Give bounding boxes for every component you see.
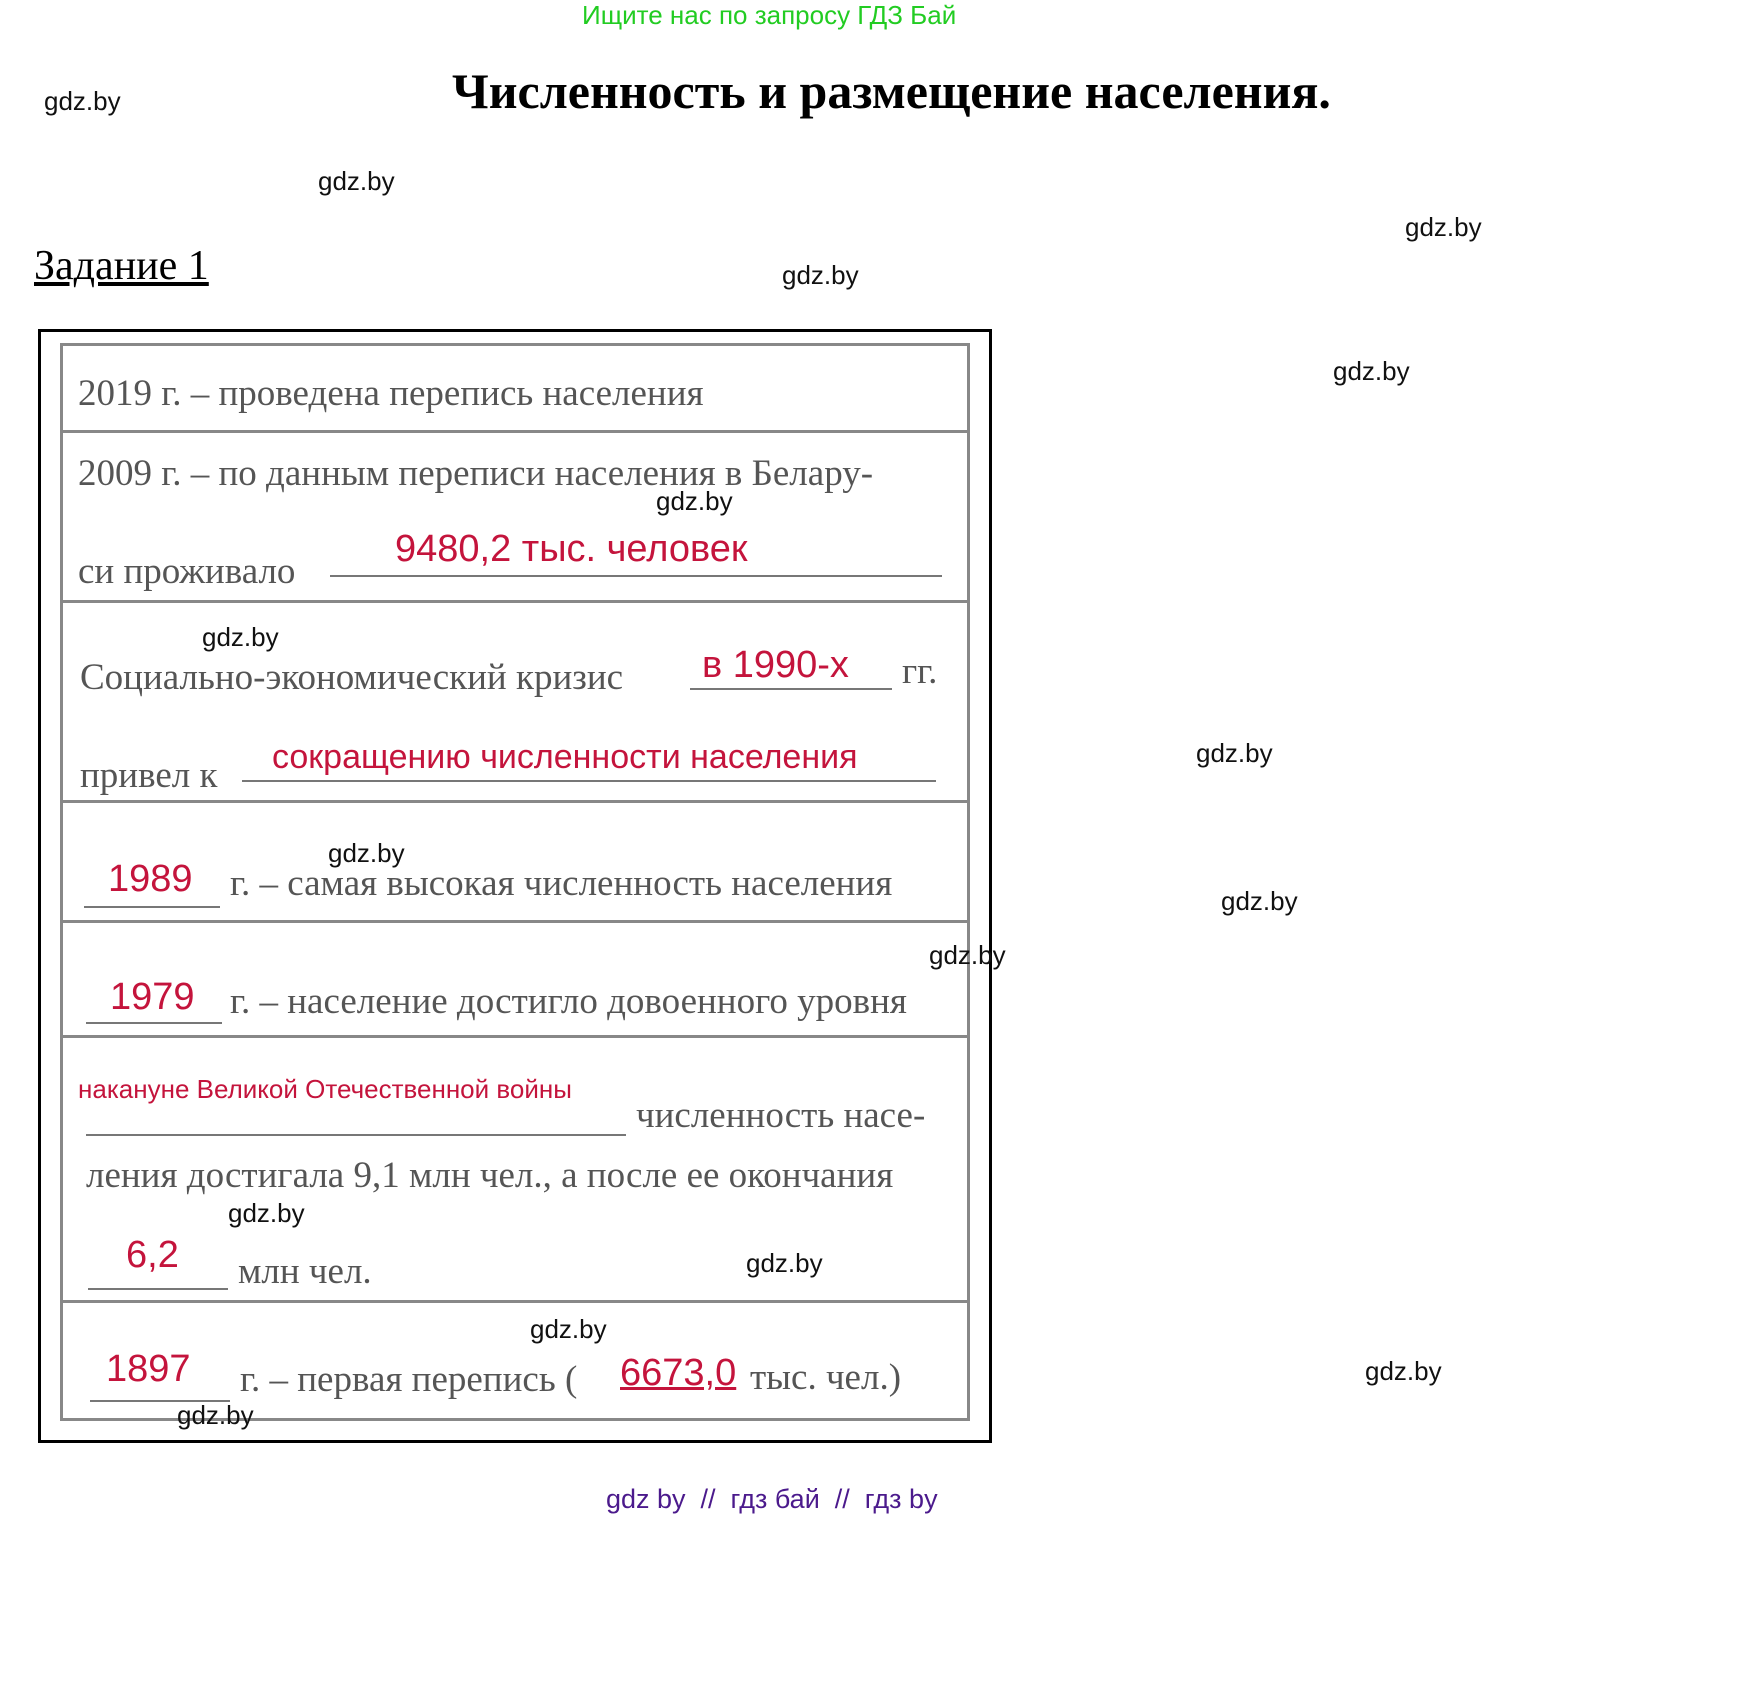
- watermark: gdz.by: [1333, 356, 1410, 386]
- text: 2009 г. – по данным переписи населения в Белару-: [78, 453, 874, 494]
- watermark: gdz.by: [929, 940, 1006, 970]
- answer-line: [84, 906, 220, 908]
- answer: 6673,0: [620, 1352, 737, 1394]
- answer: сокращению численности населения: [272, 738, 858, 776]
- watermark: gdz.by: [656, 486, 733, 516]
- text: тыс. чел.): [750, 1357, 902, 1398]
- answer-line: [242, 780, 936, 782]
- answer: 1989: [108, 858, 193, 900]
- footer-links: gdz by // гдз бай // гдз by: [606, 1484, 938, 1514]
- answer: 6,2: [126, 1234, 179, 1276]
- answer: 1979: [110, 976, 195, 1018]
- answer: в 1990-х: [702, 644, 849, 686]
- watermark: gdz.by: [746, 1248, 823, 1278]
- watermark: gdz.by: [318, 166, 395, 196]
- watermark: gdz.by: [1221, 886, 1298, 916]
- watermark: gdz.by: [1196, 738, 1273, 768]
- search-banner: Ищите нас по запросу ГДЗ Бай: [582, 0, 957, 30]
- text: 2019 г. – проведена перепись населения: [78, 373, 704, 414]
- answer-line: [86, 1134, 626, 1136]
- text: г. – население достигло довоенного уровня: [230, 981, 907, 1022]
- watermark: gdz.by: [782, 260, 859, 290]
- text: млн чел.: [238, 1251, 372, 1292]
- watermark: gdz.by: [530, 1314, 607, 1344]
- text: гг.: [902, 651, 938, 692]
- text: численность насе-: [636, 1095, 926, 1136]
- watermark: gdz.by: [328, 838, 405, 868]
- answer-line: [690, 688, 892, 690]
- watermark: gdz.by: [202, 622, 279, 652]
- watermark: gdz.by: [228, 1198, 305, 1228]
- text: ления достигала 9,1 млн чел., а после ее окончания: [86, 1155, 894, 1196]
- text: привел к: [80, 755, 218, 796]
- text: г. – первая перепись (: [240, 1359, 578, 1400]
- answer-line: [88, 1288, 228, 1290]
- watermark: gdz.by: [1405, 212, 1482, 242]
- watermark: gdz.by: [177, 1400, 254, 1430]
- page-title: Численность и размещение населения.: [452, 63, 1331, 119]
- answer: 9480,2 тыс. человек: [395, 528, 748, 570]
- answer: 1897: [106, 1348, 191, 1390]
- text: си проживало: [78, 551, 296, 592]
- answer-line: [330, 575, 942, 577]
- answer-line: [86, 1022, 222, 1024]
- watermark: gdz.by: [44, 86, 121, 116]
- task-heading: Задание 1: [34, 243, 209, 289]
- text: г. – самая высокая численность населения: [230, 863, 893, 904]
- answer: накануне Великой Отечественной войны: [78, 1074, 572, 1104]
- watermark: gdz.by: [1365, 1356, 1442, 1386]
- text: Социально-экономический кризис: [80, 657, 624, 698]
